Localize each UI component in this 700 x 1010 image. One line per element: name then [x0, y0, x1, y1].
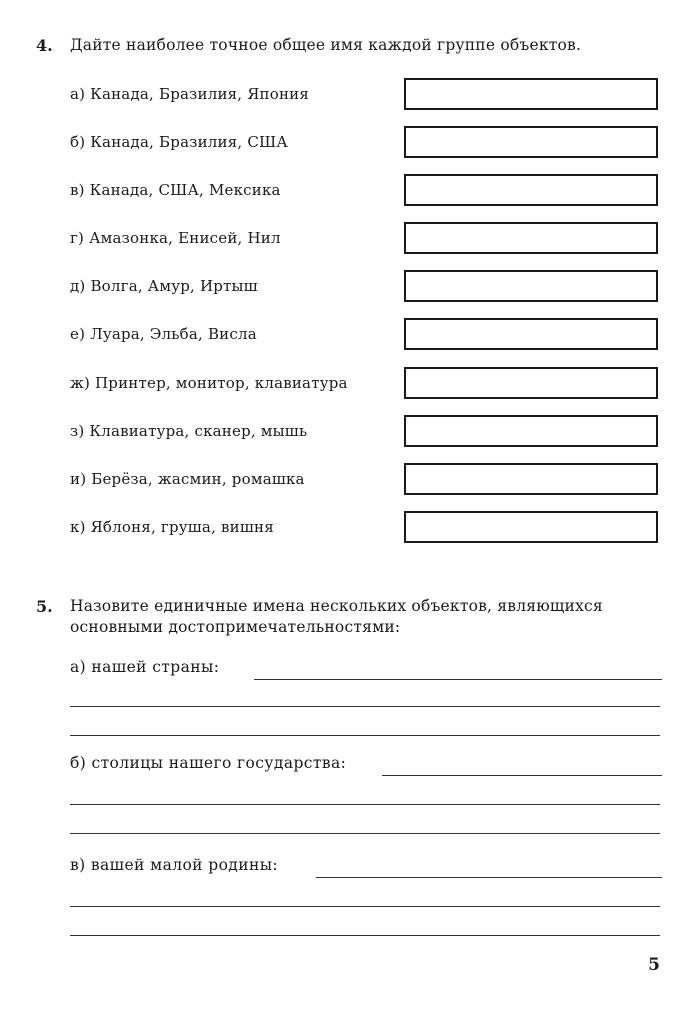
part-label: а) нашей страны: — [70, 658, 225, 676]
item-label: б) Канада, Бразилия, США — [70, 133, 288, 151]
item-label: г) Амазонка, Енисей, Нил — [70, 229, 281, 247]
task-4-item-b — [70, 126, 662, 162]
part-label: в) вашей малой родины: — [70, 856, 284, 874]
answer-line[interactable] — [382, 775, 662, 776]
answer-line-extra[interactable] — [70, 735, 660, 736]
answer-box[interactable] — [404, 126, 658, 158]
task-4-item-zh — [70, 367, 662, 403]
task-5-number: 5. — [36, 597, 53, 616]
answer-box[interactable] — [404, 270, 658, 302]
item-label: а) Канада, Бразилия, Япония — [70, 85, 310, 103]
item-label: з) Клавиатура, сканер, мышь — [70, 422, 308, 440]
answer-box[interactable] — [404, 415, 658, 447]
task-5-prompt-line-2: основными достопримечательностями: — [70, 618, 401, 636]
task-4-item-v — [70, 174, 662, 210]
task-4-number: 4. — [36, 36, 53, 55]
answer-line-extra[interactable] — [70, 935, 660, 936]
item-label: ж) Принтер, монитор, клавиатура — [70, 374, 348, 392]
item-label: е) Луара, Эльба, Висла — [70, 325, 257, 343]
page-number: 5 — [648, 955, 660, 975]
task-5-prompt-line-1: Назовите единичные имена нескольких объектов, являющихся — [70, 597, 603, 615]
answer-box[interactable] — [404, 174, 658, 206]
answer-line-extra[interactable] — [70, 906, 660, 907]
task-5-part-a — [70, 658, 662, 680]
task-4-item-g — [70, 222, 662, 258]
answer-line[interactable] — [254, 679, 662, 680]
task-5-part-b — [70, 754, 662, 776]
item-label: д) Волга, Амур, Иртыш — [70, 277, 258, 295]
answer-line[interactable] — [316, 877, 662, 878]
task-4-item-d — [70, 270, 662, 306]
task-4-item-z — [70, 415, 662, 451]
answer-line-extra[interactable] — [70, 804, 660, 805]
answer-box[interactable] — [404, 511, 658, 543]
item-label: к) Яблоня, груша, вишня — [70, 518, 274, 536]
answer-box[interactable] — [404, 78, 658, 110]
answer-line-extra[interactable] — [70, 706, 660, 707]
answer-box[interactable] — [404, 367, 658, 399]
answer-box[interactable] — [404, 463, 658, 495]
task-4-item-e — [70, 318, 662, 354]
task-4-item-k — [70, 511, 662, 547]
answer-box[interactable] — [404, 222, 658, 254]
item-label: в) Канада, США, Мексика — [70, 181, 281, 199]
task-4-item-i — [70, 463, 662, 499]
item-label: и) Берёза, жасмин, ромашка — [70, 470, 305, 488]
part-label: б) столицы нашего государства: — [70, 754, 352, 772]
answer-line-extra[interactable] — [70, 833, 660, 834]
task-5-part-v — [70, 856, 662, 878]
task-4-item-a — [70, 78, 662, 114]
answer-box[interactable] — [404, 318, 658, 350]
task-4-prompt: Дайте наиболее точное общее имя каждой группе объектов. — [70, 36, 582, 54]
